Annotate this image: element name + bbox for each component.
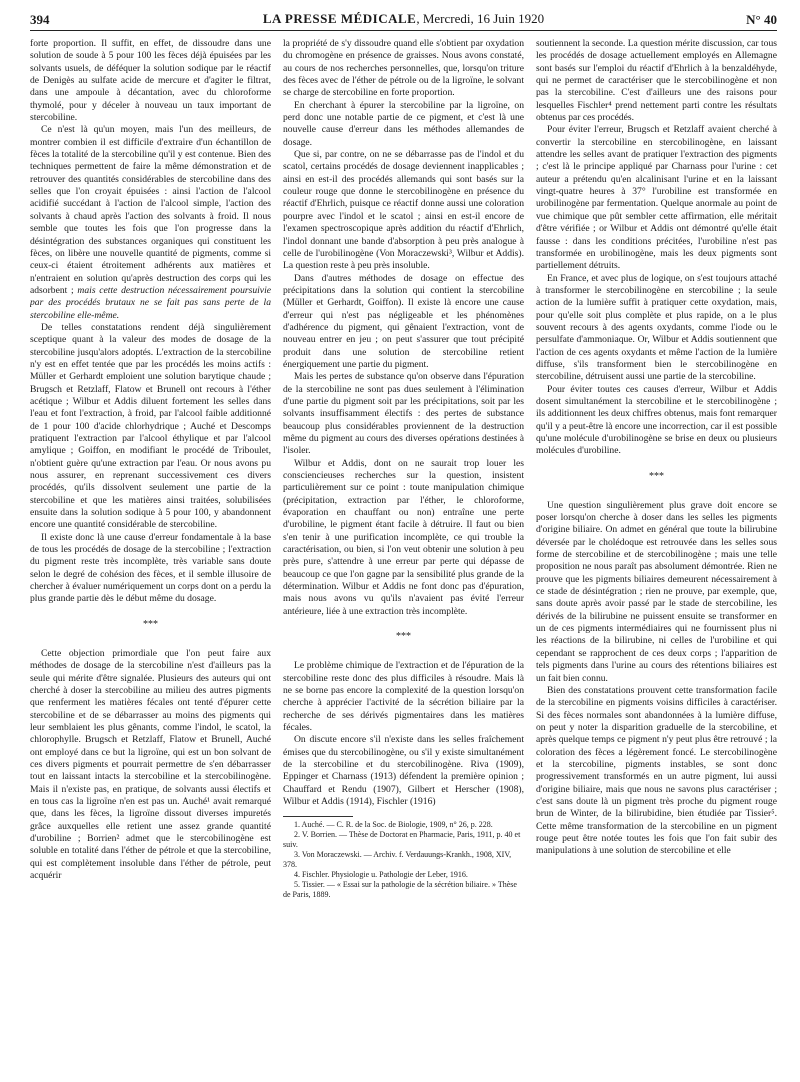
paragraph: En France, et avec plus de logique, on s'est toujours attaché à transformer le stercobilinogène en stercobiline ; la seule action de la lumière suffit à pratiquer cette oxydation, mais, pour qu'elle soit plus complète et plus rapide, on a le plus souvent recours à des agents oxydants, comme l'iode ou le persulfate d'ammoniaque. Or, Wilbur et Addis soutiennent que l'action de ces agents oxydants et même l'action de la lumière diffuse, s'ils transforment bien le stercobilinogène en stercobiline, détruisent aussi une partie de la stercobiline. (536, 272, 777, 383)
column-2 (283, 38, 524, 1074)
paragraph: Pour éviter l'erreur, Brugsch et Retzlaff avaient cherché à convertir la stercobiline en stercobilinogène, en laissant attendre les selles avant de pratiquer l'extraction des pigments ; c'est là le principe appliqué par Charnass pour l'urine : cet auteur a prétendu qu'en alcalinisant l'urine et en la laissant vingt-quatre heures à 37° l'urobiline est transformée en urobilinogène par fermentation. Quelque anormale au point de vue chimique que pût sembler cette affirmation, elle méritait d'être vérifiée ; or Wilbur et Addis ont démontré qu'elle était fausse : dans les conditions précitées, l'urobiline n'est pas transformée en urobilinogène, mais les deux pigments sont partiellement détruits. (536, 124, 777, 272)
page-header (30, 10, 777, 31)
paragraph: Une question singulièrement plus grave doit encore se poser lorsqu'on cherche à doser dans les selles les pigments d'origine biliaire. On admet en général que toute la bilirubine déversée par le cholédoque est retrouvée dans les selles sous forme de stercobiline et de stercobilinogène ; mais une telle proposition ne nous paraît pas absolument démontrée. Rien ne prouve que les pigments biliaires demeurent nécessairement à ce stade de désintégration ; rien ne prouve, par exemple, que, sans doute après avoir passé par le stade de stercobiline, les dérivés de la bilirubine ne puissent ensuite se transformer en un de ces pigments intermédiaires qui ne fournissent plus ni les réactions de la bilirubine, ni celles de l'urobiline et qui cependant se rapprochent de ces deux corps ; l'apparition de tels pigments dans l'urine au cours des rétentions biliaires est un fait bien connu. (536, 499, 777, 684)
paragraph: Cette objection primordiale que l'on peut faire aux méthodes de dosage de la stercobiline n'est d'ailleurs pas la seule qui mérite d'être signalée. Plusieurs des auteurs qui ont cherché à doser la stercobiline au milieu des autres pigments que renferment les matières fécales ont tenté d'épurer cette stercobiline et de se débarrasser au moins des pigments qui leur semblaient les plus gênants, comme l'indol, le scatol, la chlorophylle. Brugsch et Retzlaff, Flatow et Brunell, Auché ont employé dans ce but la ligroïne, qui est un bon solvant de ces divers pigments et pourrait permettre de s'en débarrasser tout en laissant intacts la stercobiline et la stercobilinogène. Mais il n'existe pas, en pratique, de solvants aussi électifs et en tous cas la ligroïne n'en est pas un. Auché¹ avait remarqué que, dans les fèces, la ligroïne dissout diverses impuretés grâce auxquelles elle retient une assez grande quantité d'urobiline ; Borrien² admet que le stercobilinogène est soluble en totalité dans l'éther de pétrole et que la stercobiline, qui est complètement insoluble dans l'éther de pétrole, peut acquérir (30, 647, 271, 881)
paragraph: On discute encore s'il n'existe dans les selles fraîchement émises que du stercobilinogène, ou s'il y existe simultanément de la stercobiline et du stercobilinogène. Riva (1909), Eppinger et Charnass (1913) défendent la première opinion ; Chauffard et Rendu (1907), Gilbert et Herscher (1908), Wilbur et Addis (1914), Fischler (1916) (283, 734, 524, 807)
footnote: 4. Fischler. Physiologie u. Pathologie der Leber, 1916. (294, 870, 468, 880)
section-separator-asterisks: *** (649, 470, 664, 482)
footnote-rule (283, 816, 353, 817)
paragraph: Dans d'autres méthodes de dosage on effectue des précipitations dans la solution qui contient la stercobiline (Müller et Gerhardt, Goiffon). Il existe là encore une cause d'erreur qui n'est pas négligeable et les phénomènes d'adhérence du pigment, qui gênaient l'extraction, vont de nouveau entrer en jeu ; on peut s'assurer que tout précipité produit dans une solution de stercobiline retient énergiquement une partie du pigment. (283, 272, 524, 370)
paragraph: Mais les pertes de substance qu'on observe dans l'épuration de la stercobiline ne sont pas dues seulement à l'élimination d'une partie du pigment soit par les précipitations, soit par les solvants insuffisamment électifs : des pertes de substance beaucoup plus considérables proviennent de la destruction même du pigment au cours des diverses opérations destinées à l'isoler. (283, 371, 524, 457)
italic-text: mais cette destruction nécessairement poursuivie par des procédés brutaux ne se fait pas sans perte de la stercobiline elle-même. (30, 284, 271, 321)
paragraph: Wilbur et Addis, dont on ne saurait trop louer les consciencieuses recherches sur la question, insistent particulièrement sur ce point : toute manipulation chimique (précipitation, extraction par l'éther, le chloroforme, évaporation en chauffant ou non) entraîne une perte d'urobiline, le pigment étant facile à détruire. Il faut ou bien s'en tenir à une purification incomplète, ce qui trouble la caractérisation, ou bien, si l'on veut obtenir une solution à peu près pure, s'attendre à une erreur par perte qui dépasse de beaucoup ce que l'on gagne par la sensibilité plus grande de la détermination. Wilbur et Addis ne font donc pas d'épuration, mais nous avons vu qu'ils n'avaient pas évité l'erreur antérieure, liée à une extraction très incomplète. (283, 457, 524, 617)
issue-number: N° 40 (746, 12, 777, 27)
section-separator-asterisks: *** (396, 631, 411, 643)
journal-name: LA PRESSE MÉDICALE (262, 11, 417, 26)
paragraph: Que si, par contre, on ne se débarrasse pas de l'indol et du scatol, certains procédés de dosage deviennent inapplicables ; ainsi en est-il des procédés allemands qui sont basés sur la couleur rouge que donne le stercobilinogène en présence du réactif d'Ehrlich, puisque ce réactif donne aussi une coloration pourpre avec l'indol et le scatol ; ainsi en est-il encore de l'examen spectroscopique après addition du réactif d'Ehrlich, l'indol donnant une bande d'absorption à peu près analogue à celle de l'urobilinogène (Von Moraczewski³, Wilbur et Addis). La question reste à peu près insoluble. (283, 149, 524, 272)
paragraph: Il existe donc là une cause d'erreur fondamentale à la base de tous les procédés de dosage de la stercobiline ; l'extraction du pigment reste très incomplète, très variable sans doute selon le degré de cohésion des fèces, et il semble illusoire de chercher à évaluer numériquement un corps dont on a perdu la plus grande partie dès le début même du dosage. (30, 531, 271, 605)
issue-date: , Mercredi, 16 Juin 1920 (416, 11, 545, 26)
footnote: 5. Tissier. — « Essai sur la pathologie de la sécrétion biliaire. » Thèse de Paris, 1889. (283, 880, 517, 900)
section-separator-asterisks: *** (143, 618, 158, 630)
paragraph: Pour éviter toutes ces causes d'erreur, Wilbur et Addis dosent simultanément la stercobiline et le stercobilinogène ; ils additionnent les deux chiffres obtenus, mais font remarquer qu'il y a peut-être là encore une incorrection, car il est possible qu'une molécule d'urobilinogène se brise en deux ou plusieurs molécules d'urobiline. (536, 383, 777, 457)
paragraph: soutiennent la seconde. La question mérite discussion, car tous les procédés de dosage actuellement employés en Allemagne sont basés sur l'emploi du réactif d'Ehrlich à la benzaldéhyde, qui ne permet de caractériser que le stercobilinogène et non pas la stercobiline. C'est d'ailleurs une des raisons pour lesquelles Fischler⁴ prend nettement parti contre les résultats obtenus par ces procédés. (536, 38, 777, 124)
footnote: 2. V. Borrien. — Thèse de Doctorat en Pharmacie, Paris, 1911, p. 40 et suiv. (283, 830, 521, 850)
paragraph: Bien des constatations prouvent cette transformation facile de la stercobiline en pigments voisins difficiles à caractériser. Si des fèces normales sont abandonnées à la lumière diffuse, on peut y noter la disparition graduelle de la stercobiline, et après quelque temps ce pigment n'y peut plus être retrouvé ; la coloration des fèces a légèrement foncé. Le stercobilinogène et la stercobiline, pigments instables, se sont donc progressivement transformés en un autre pigment, lui aussi d'origine biliaire, mais que nous ne savons plus caractériser ; c'est sans doute là un pigment très proche du pigment rouge brun de Winter, de la bilirubidine, bien étudiée par Tissier⁵. Cette même transformation de la stercobiline en un pigment rouge peut être notée toutes les fois que l'on fait subir des manipulations à une solution de stercobiline et elle (536, 684, 777, 857)
paragraph: Le problème chimique de l'extraction et de l'épuration de la stercobiline reste donc des plus difficiles à résoudre. Mais là ne se borne pas encore la complexité de la question lorsqu'on cherche à apprécier l'activité de la sécrétion biliaire par la recherche de ses dérivés pigmentaires dans les matières fécales. (283, 660, 524, 733)
paragraph: la propriété de s'y dissoudre quand elle s'obtient par oxydation du chromogène en présence de graisses. Nous avons constaté, au cours de nos recherches personnelles, que, lorsqu'on triture des fèces avec de l'éther de pétrole ou de la ligroïne, le solvant se charge de stercobiline en forte proportion. (283, 38, 524, 99)
paragraph: De telles constatations rendent déjà singulièrement sceptique quant à la valeur des modes de dosage de la stercobiline jusqu'alors adoptés. L'extraction de la stercobiline n'y est en effet tentée que par les procédés les moins actifs : Müller et Gerhardt emploient une solution barytique chaude ; Brugsch et Retzlaff, Flatow et Brunell ont recours à l'éther acétique ; Wilbur et Addis diluent fortement les selles dans l'eau et font l'extraction, à froid, par l'alcool faible additionné de 1 pour 100 d'acide chlorhydrique ; Auché et Descomps pratiquent l'extraction par l'alcool éthylique et par l'alcool amylique ; Goiffon, en modifiant le procédé de Triboulet, n'obtient guère qu'une extraction par l'eau. Or nous avons pu nous assurer, en reprenant successivement ces divers procédés, qu'ils dissolvent seulement une partie de la stercobiline et que les matières ainsi traitées, solubilisées ensuite dans la solution sodique à 5 pour 100, y abandonnent encore une quantité considérable de stercobiline. (30, 321, 271, 531)
paragraph: forte proportion. Il suffit, en effet, de dissoudre dans une solution de soude à 5 pour 100 les fèces déjà épuisées par les solvants usuels, de déféquer la solution sodique par le réactif de Denigès au sulfate acide de mercure et d'agiter le filtrat, dans une ampoule à décantation, avec du chloroforme thymolé, pour y déceler à nouveau un taux important de stercobiline. (30, 38, 271, 124)
journal-title-line (30, 11, 777, 27)
page-number: 394 (30, 12, 50, 27)
article-columns (30, 38, 777, 1074)
paragraph-text: Ce n'est là qu'un moyen, mais l'un des meilleurs, de montrer combien il est difficile d'extraire d'un échantillon de fèces la totalité de la stercobiline qu'il y est contenue. Bien des techniques permettent de faire la même démonstration et de retrouver des quantités considérables de stercobiline dans des selles que l'on croyait épuisées : ainsi l'action de l'alcool acidifié succédant à l'action de l'alcool simple, l'action des solvants à chaud après l'action des solvants à froid. Il nous semble que toutes les fois que l'on progresse dans la désintégration des substances organiques qui constituent les fèces, on libère une nouvelle quantité de pigments, comme si ceux-ci étaient étroitement adhérents aux matières et n'entraient en solution qu'après destruction des corps qui les adsorbent ; (30, 124, 271, 296)
footnote: 3. Von Moraczewski. — Archiv. f. Verdauungs-Krankh., 1908, XIV, 378. (283, 850, 512, 870)
column-3 (536, 38, 777, 1074)
column-1 (30, 38, 271, 1074)
paragraph: En cherchant à épurer la stercobiline par la ligroïne, on perd donc une notable partie de ce pigment, et c'est là une nouvelle cause d'erreur dans les méthodes allemandes de dosage. (283, 99, 524, 148)
paragraph (30, 124, 271, 322)
footnote: 1. Auché. — C. R. de la Soc. de Biologie, 1909, n° 26, p. 228. (294, 820, 493, 830)
